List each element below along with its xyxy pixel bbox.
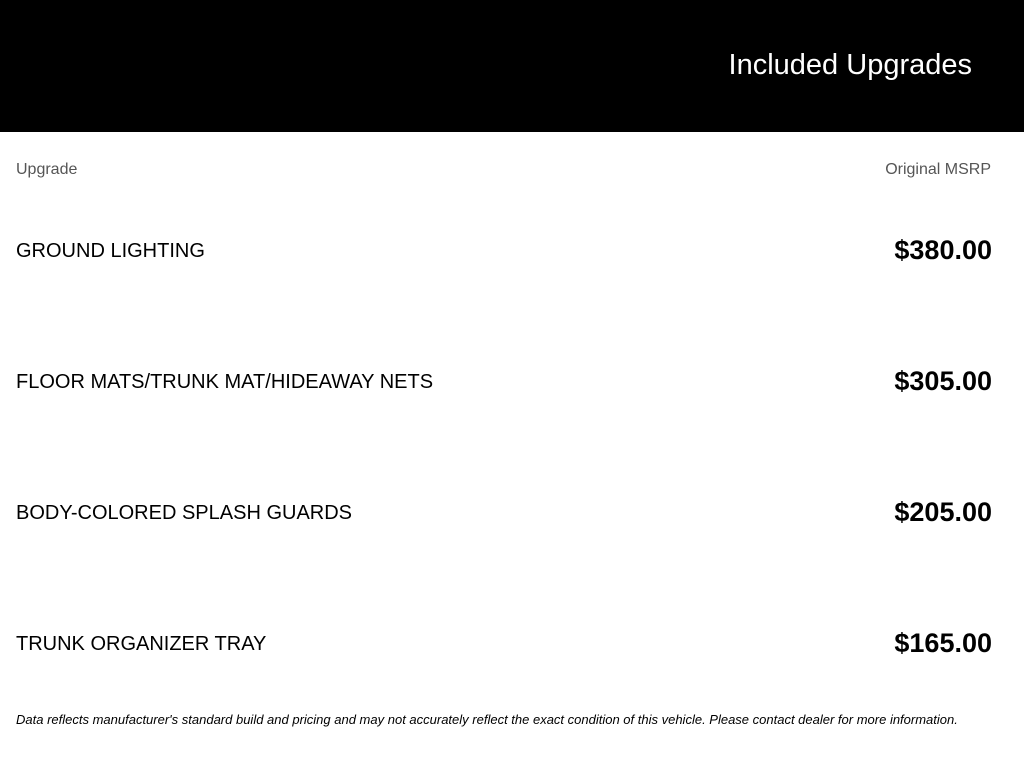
upgrade-name: BODY-COLORED SPLASH GUARDS <box>16 502 353 524</box>
upgrade-price: $205.00 <box>894 497 992 527</box>
upgrade-column-header: Upgrade <box>16 161 78 178</box>
msrp-column-header: Original MSRP <box>885 161 991 178</box>
upgrade-row <box>0 362 1024 402</box>
upgrade-name: FLOOR MATS/TRUNK MAT/HIDEAWAY NETS <box>16 371 434 393</box>
upgrade-price: $305.00 <box>894 366 992 396</box>
upgrade-row <box>0 231 1024 271</box>
upgrade-row <box>0 493 1024 533</box>
upgrade-name: TRUNK ORGANIZER TRAY <box>16 633 267 655</box>
disclaimer-text: Data reflects manufacturer's standard build and pricing and may not accurately reflect the exact condition of this vehicle. Please contact dealer for more information. <box>16 712 958 727</box>
upgrade-name: GROUND LIGHTING <box>16 240 205 262</box>
upgrade-row <box>0 624 1024 664</box>
upgrade-price: $165.00 <box>894 628 992 658</box>
header-bar <box>0 0 1024 132</box>
upgrade-price: $380.00 <box>894 235 992 265</box>
page-title: Included Upgrades <box>728 49 972 81</box>
